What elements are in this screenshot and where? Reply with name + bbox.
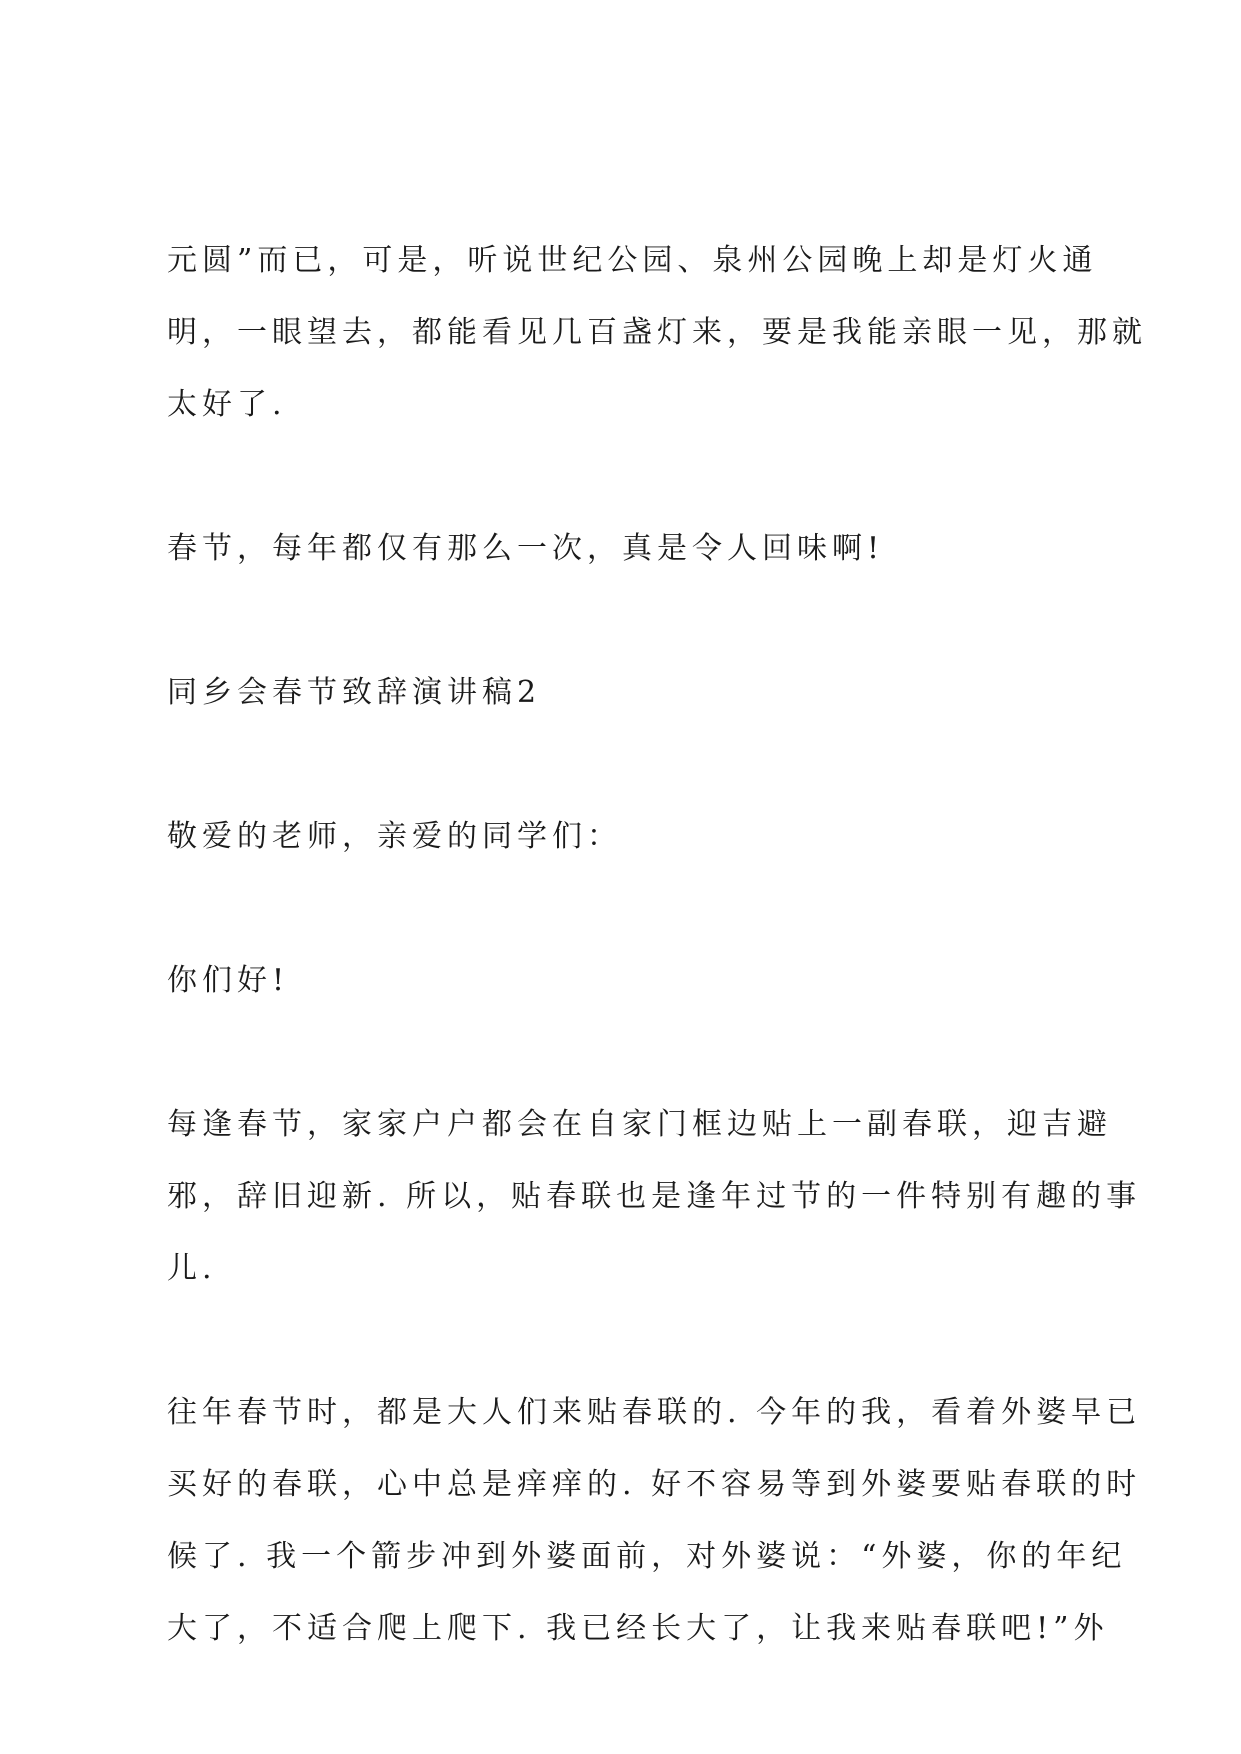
text-line: 每逢春节，家家户户都会在自家门框边贴上一副春联，迎吉避 [167,1107,1112,1142]
greeting [167,945,1097,1017]
text-line: 大了，不适合爬上爬下. 我已经长大了，让我来贴春联吧!”外 [167,1611,1109,1646]
paragraph-couplets [167,1089,1142,1305]
text-line: 敬爱的老师，亲爱的同学们： [167,819,622,854]
paragraph-lantern [167,225,1147,441]
text-line: 邪，辞旧迎新. 所以，贴春联也是逢年过节的一件特别有趣的事 [167,1179,1142,1214]
text-line: 候了. 我一个箭步冲到外婆面前，对外婆说：“外婆，你的年纪 [167,1539,1127,1574]
text-line: 元圆”而已，可是，听说世纪公园、泉州公园晚上却是灯火通 [167,243,1098,278]
section-heading [167,657,1097,729]
paragraph-spacer [167,585,1097,657]
paragraph-spacer [167,1305,1097,1377]
text-line: 儿. [167,1251,217,1286]
document-body [167,225,1147,1665]
text-line: 往年春节时，都是大人们来贴春联的. 今年的我，看着外婆早已 [167,1395,1142,1430]
heading-line: 同乡会春节致辞演讲稿2 [167,675,542,710]
paragraph-spacer [167,441,1097,513]
paragraph-spacer [167,873,1097,945]
text-line: 买好的春联，心中总是痒痒的. 好不容易等到外婆要贴春联的时 [167,1467,1142,1502]
text-line: 春节，每年都仅有那么一次，真是令人回味啊! [167,531,885,566]
text-line: 太好了. [167,387,287,422]
text-line: 明，一眼望去，都能看见几百盏灯来，要是我能亲眼一见，那就 [167,315,1147,350]
paragraph-spring-festival [167,513,1097,585]
paragraph-grandma [167,1377,1142,1665]
paragraph-spacer [167,1017,1097,1089]
paragraph-spacer [167,729,1097,801]
salutation [167,801,1097,873]
text-line: 你们好! [167,963,290,998]
